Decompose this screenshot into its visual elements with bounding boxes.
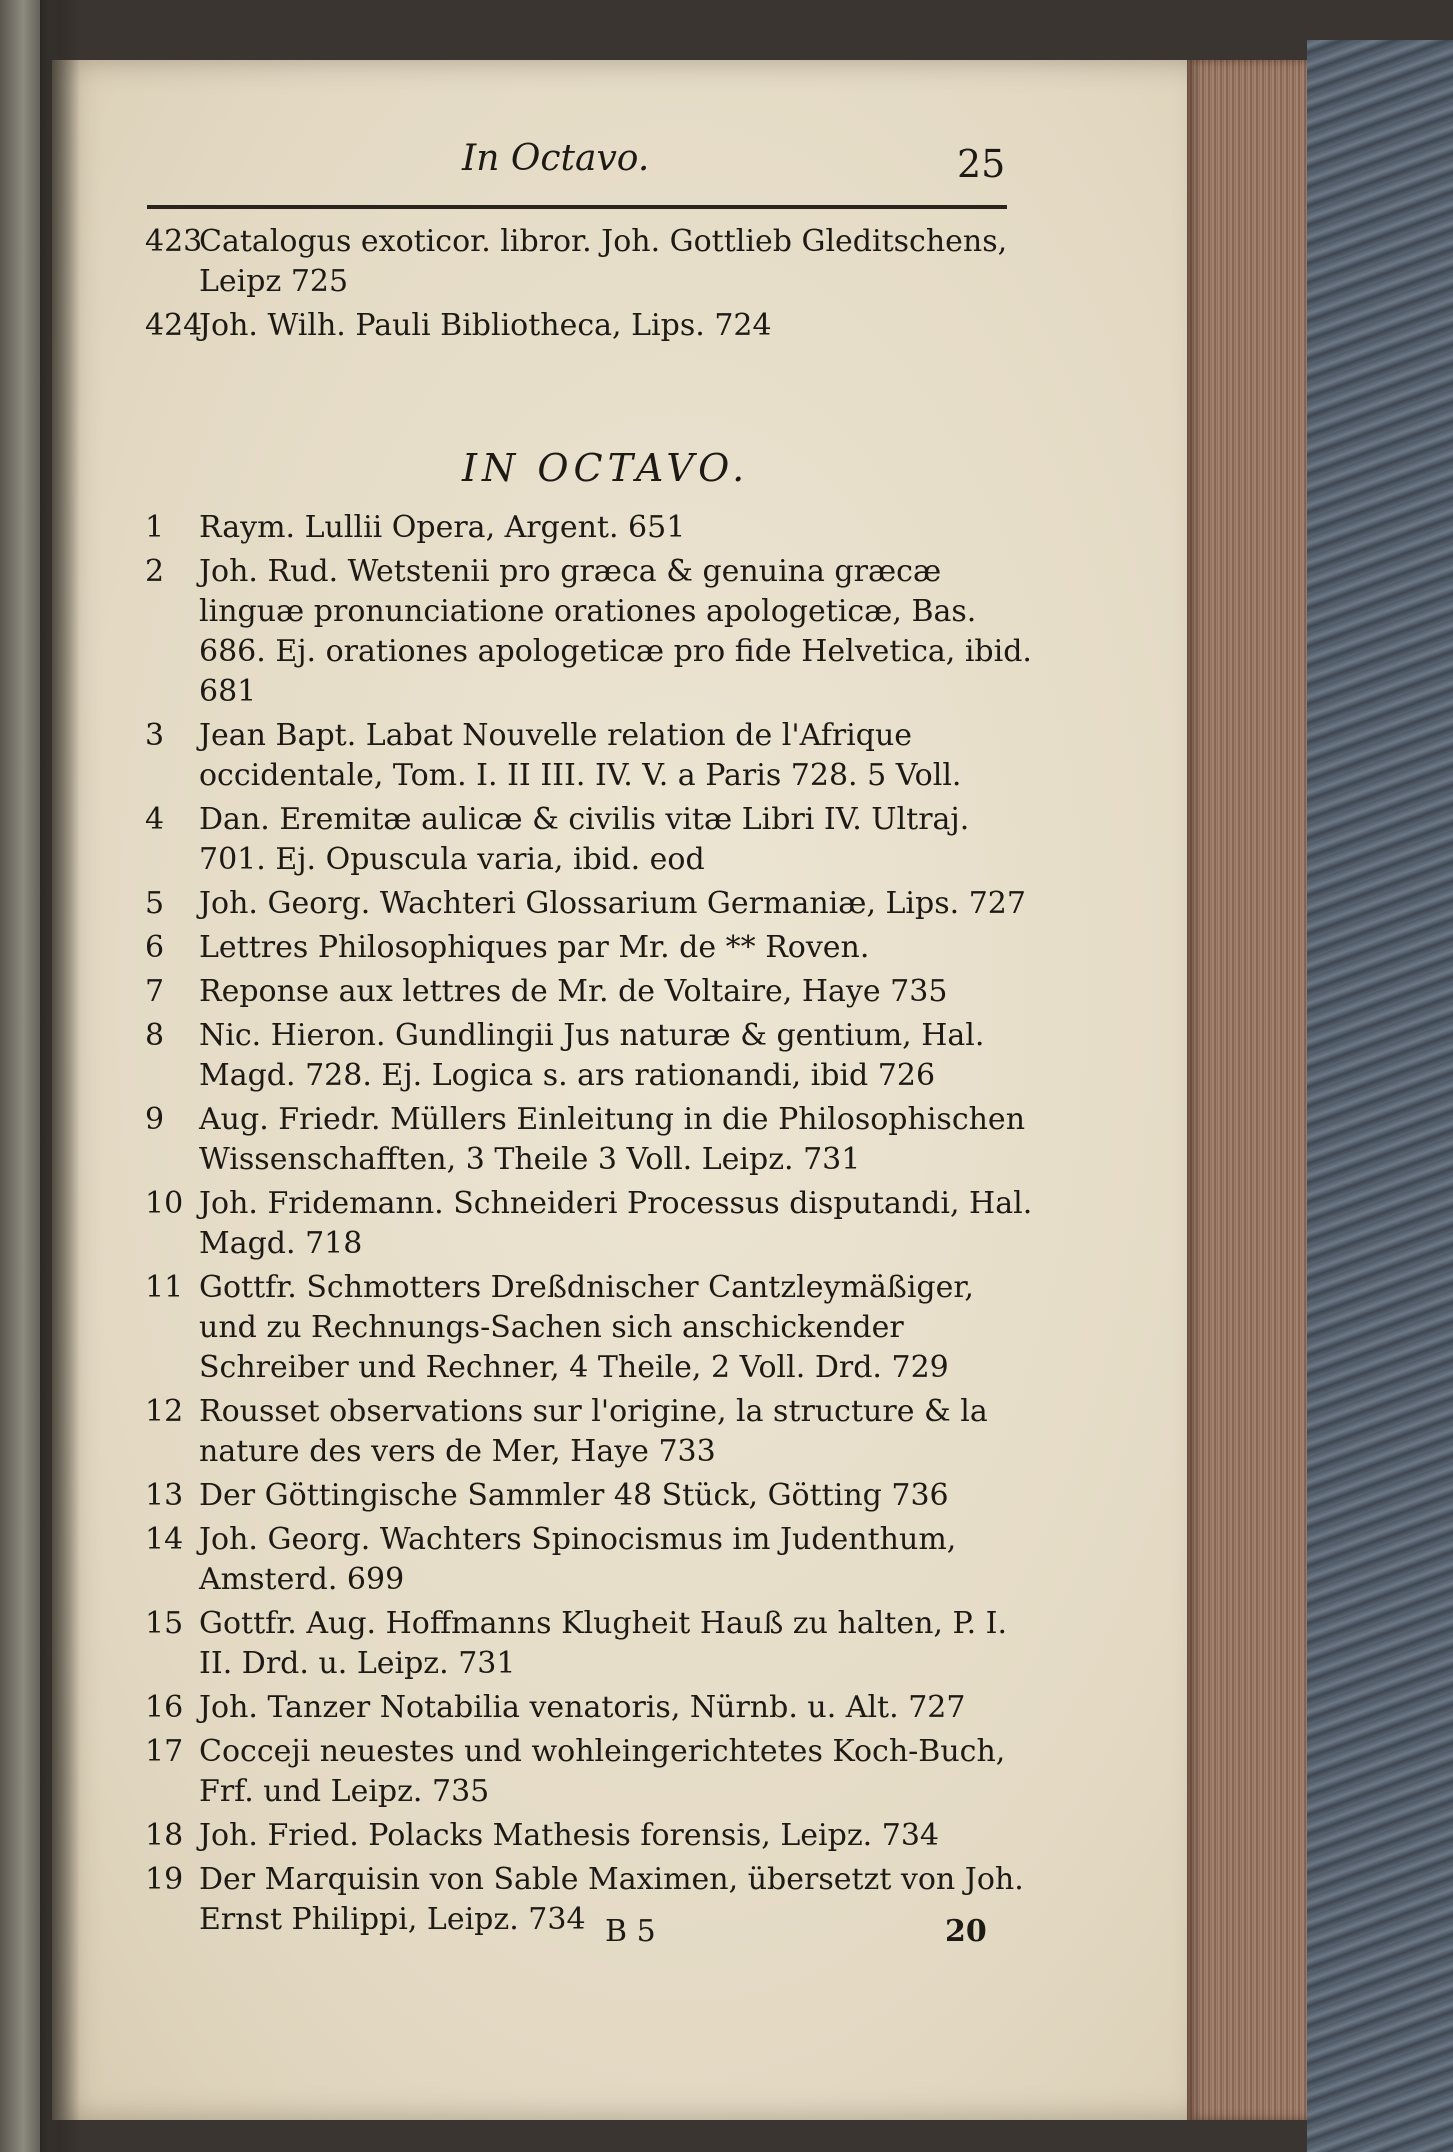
entry-number: 423 (145, 224, 203, 259)
list-item (145, 716, 1037, 796)
entry-number: 11 (145, 1270, 184, 1305)
entry-number: 3 (145, 718, 165, 753)
entry-text: Reponse aux lettres de Mr. de Voltaire, Haye 735 (199, 974, 948, 1009)
catchword: 20 (945, 1914, 987, 1949)
list-item (145, 1520, 1037, 1600)
entry-number: 2 (145, 554, 165, 589)
entry-text: Aug. Friedr. Müllers Einleitung in die Philosophischen Wissenschafften, 3 Theile 3 Voll. Leipz. 731 (199, 1102, 1026, 1177)
entry-text: Joh. Georg. Wachters Spinocismus im Judenthum, Amsterd. 699 (199, 1522, 957, 1597)
list-item (145, 552, 1037, 712)
entry-text: Raym. Lullii Opera, Argent. 651 (199, 510, 686, 545)
entry-number: 8 (145, 1018, 165, 1053)
section-heading: IN OCTAVO. (462, 446, 750, 490)
running-head: In Octavo. (462, 138, 650, 179)
entry-number: 17 (145, 1734, 184, 1769)
entry-text: Lettres Philosophiques par Mr. de ** Roven. (199, 930, 870, 965)
entry-text: Der Marquisin von Sable Maximen, übersetzt von Joh. Ernst Philippi, Leipz. 734 (199, 1862, 1024, 1937)
list-item (145, 800, 1037, 880)
entry-text: Der Göttingische Sammler 48 Stück, Götting 736 (199, 1478, 949, 1513)
list-item (145, 972, 1037, 1012)
entry-text: Joh. Rud. Wetstenii pro græca & genuina græcæ linguæ pronunciatione orationes apologeticæ, Bas. 686. Ej. orationes apologeticæ pro fide Helvetica, ibid. 681 (199, 554, 1032, 709)
signature-mark: B 5 (605, 1914, 656, 1949)
list-item (145, 1100, 1037, 1180)
entry-number: 19 (145, 1862, 184, 1897)
marbled-cover (1307, 40, 1453, 2152)
entry-text: Catalogus exoticor. libror. Joh. Gottlieb Gleditschens, Leipz 725 (199, 224, 1008, 299)
list-item (145, 306, 1037, 346)
page-number: 25 (957, 142, 1006, 186)
entry-number: 13 (145, 1478, 184, 1513)
list-item (145, 1688, 1037, 1728)
entry-number: 1 (145, 510, 165, 545)
entry-text: Dan. Eremitæ aulicæ & civilis vitæ Libri IV. Ultraj. 701. Ej. Opuscula varia, ibid. eod (199, 802, 970, 877)
page-content (52, 60, 1187, 2120)
entry-number: 4 (145, 802, 165, 837)
entry-text: Joh. Tanzer Notabilia venatoris, Nürnb. u. Alt. 727 (199, 1690, 966, 1725)
list-item (145, 1268, 1037, 1388)
entry-text: Cocceji neuestes und wohleingerichtetes Koch-Buch, Frf. und Leipz. 735 (199, 1734, 1006, 1809)
entry-text: Rousset observations sur l'origine, la structure & la nature des vers de Mer, Haye 733 (199, 1394, 988, 1469)
entry-text: Nic. Hieron. Gundlingii Jus naturæ & gentium, Hal. Magd. 728. Ej. Logica s. ars rationandi, ibid 726 (199, 1018, 985, 1093)
entry-number: 16 (145, 1690, 184, 1725)
entry-text: Joh. Fried. Polacks Mathesis forensis, Leipz. 734 (199, 1818, 939, 1853)
page-block-edge (1187, 60, 1307, 2120)
entry-text: Gottfr. Schmotters Dreßdnischer Cantzleymäßiger, und zu Rechnungs-Sachen sich anschickender Schreiber und Rechner, 4 Theile, 2 Voll. Drd. 729 (199, 1270, 974, 1385)
entry-number: 12 (145, 1394, 184, 1429)
entry-number: 6 (145, 930, 165, 965)
list-item (145, 1860, 1037, 1940)
entry-text: Joh. Georg. Wachteri Glossarium Germaniæ, Lips. 727 (199, 886, 1026, 921)
entry-number: 7 (145, 974, 165, 1009)
entry-number: 14 (145, 1522, 184, 1557)
entry-number: 9 (145, 1102, 165, 1137)
list-item (145, 1016, 1037, 1096)
list-item (145, 1392, 1037, 1472)
list-item (145, 928, 1037, 968)
list-item (145, 1732, 1037, 1812)
entry-text: Joh. Wilh. Pauli Bibliotheca, Lips. 724 (199, 308, 772, 343)
list-item (145, 1476, 1037, 1516)
entry-number: 424 (145, 308, 203, 343)
entry-number: 10 (145, 1186, 184, 1221)
entry-text: Gottfr. Aug. Hoffmanns Klugheit Hauß zu halten, P. I. II. Drd. u. Leipz. 731 (199, 1606, 1008, 1681)
pre-section-entries (145, 222, 1037, 350)
list-item (145, 1184, 1037, 1264)
list-item (145, 884, 1037, 924)
list-item (145, 508, 1037, 548)
entry-text: Jean Bapt. Labat Nouvelle relation de l'Afrique occidentale, Tom. I. II III. IV. V. a Paris 728. 5 Voll. (199, 718, 962, 793)
header-rule (147, 205, 1007, 209)
entry-text: Joh. Fridemann. Schneideri Processus disputandi, Hal. Magd. 718 (199, 1186, 1033, 1261)
entry-number: 18 (145, 1818, 184, 1853)
list-item (145, 1816, 1037, 1856)
list-item (145, 222, 1037, 302)
list-item (145, 1604, 1037, 1684)
entry-number: 5 (145, 886, 165, 921)
catalogue-list (145, 508, 1037, 1944)
entry-number: 15 (145, 1606, 184, 1641)
